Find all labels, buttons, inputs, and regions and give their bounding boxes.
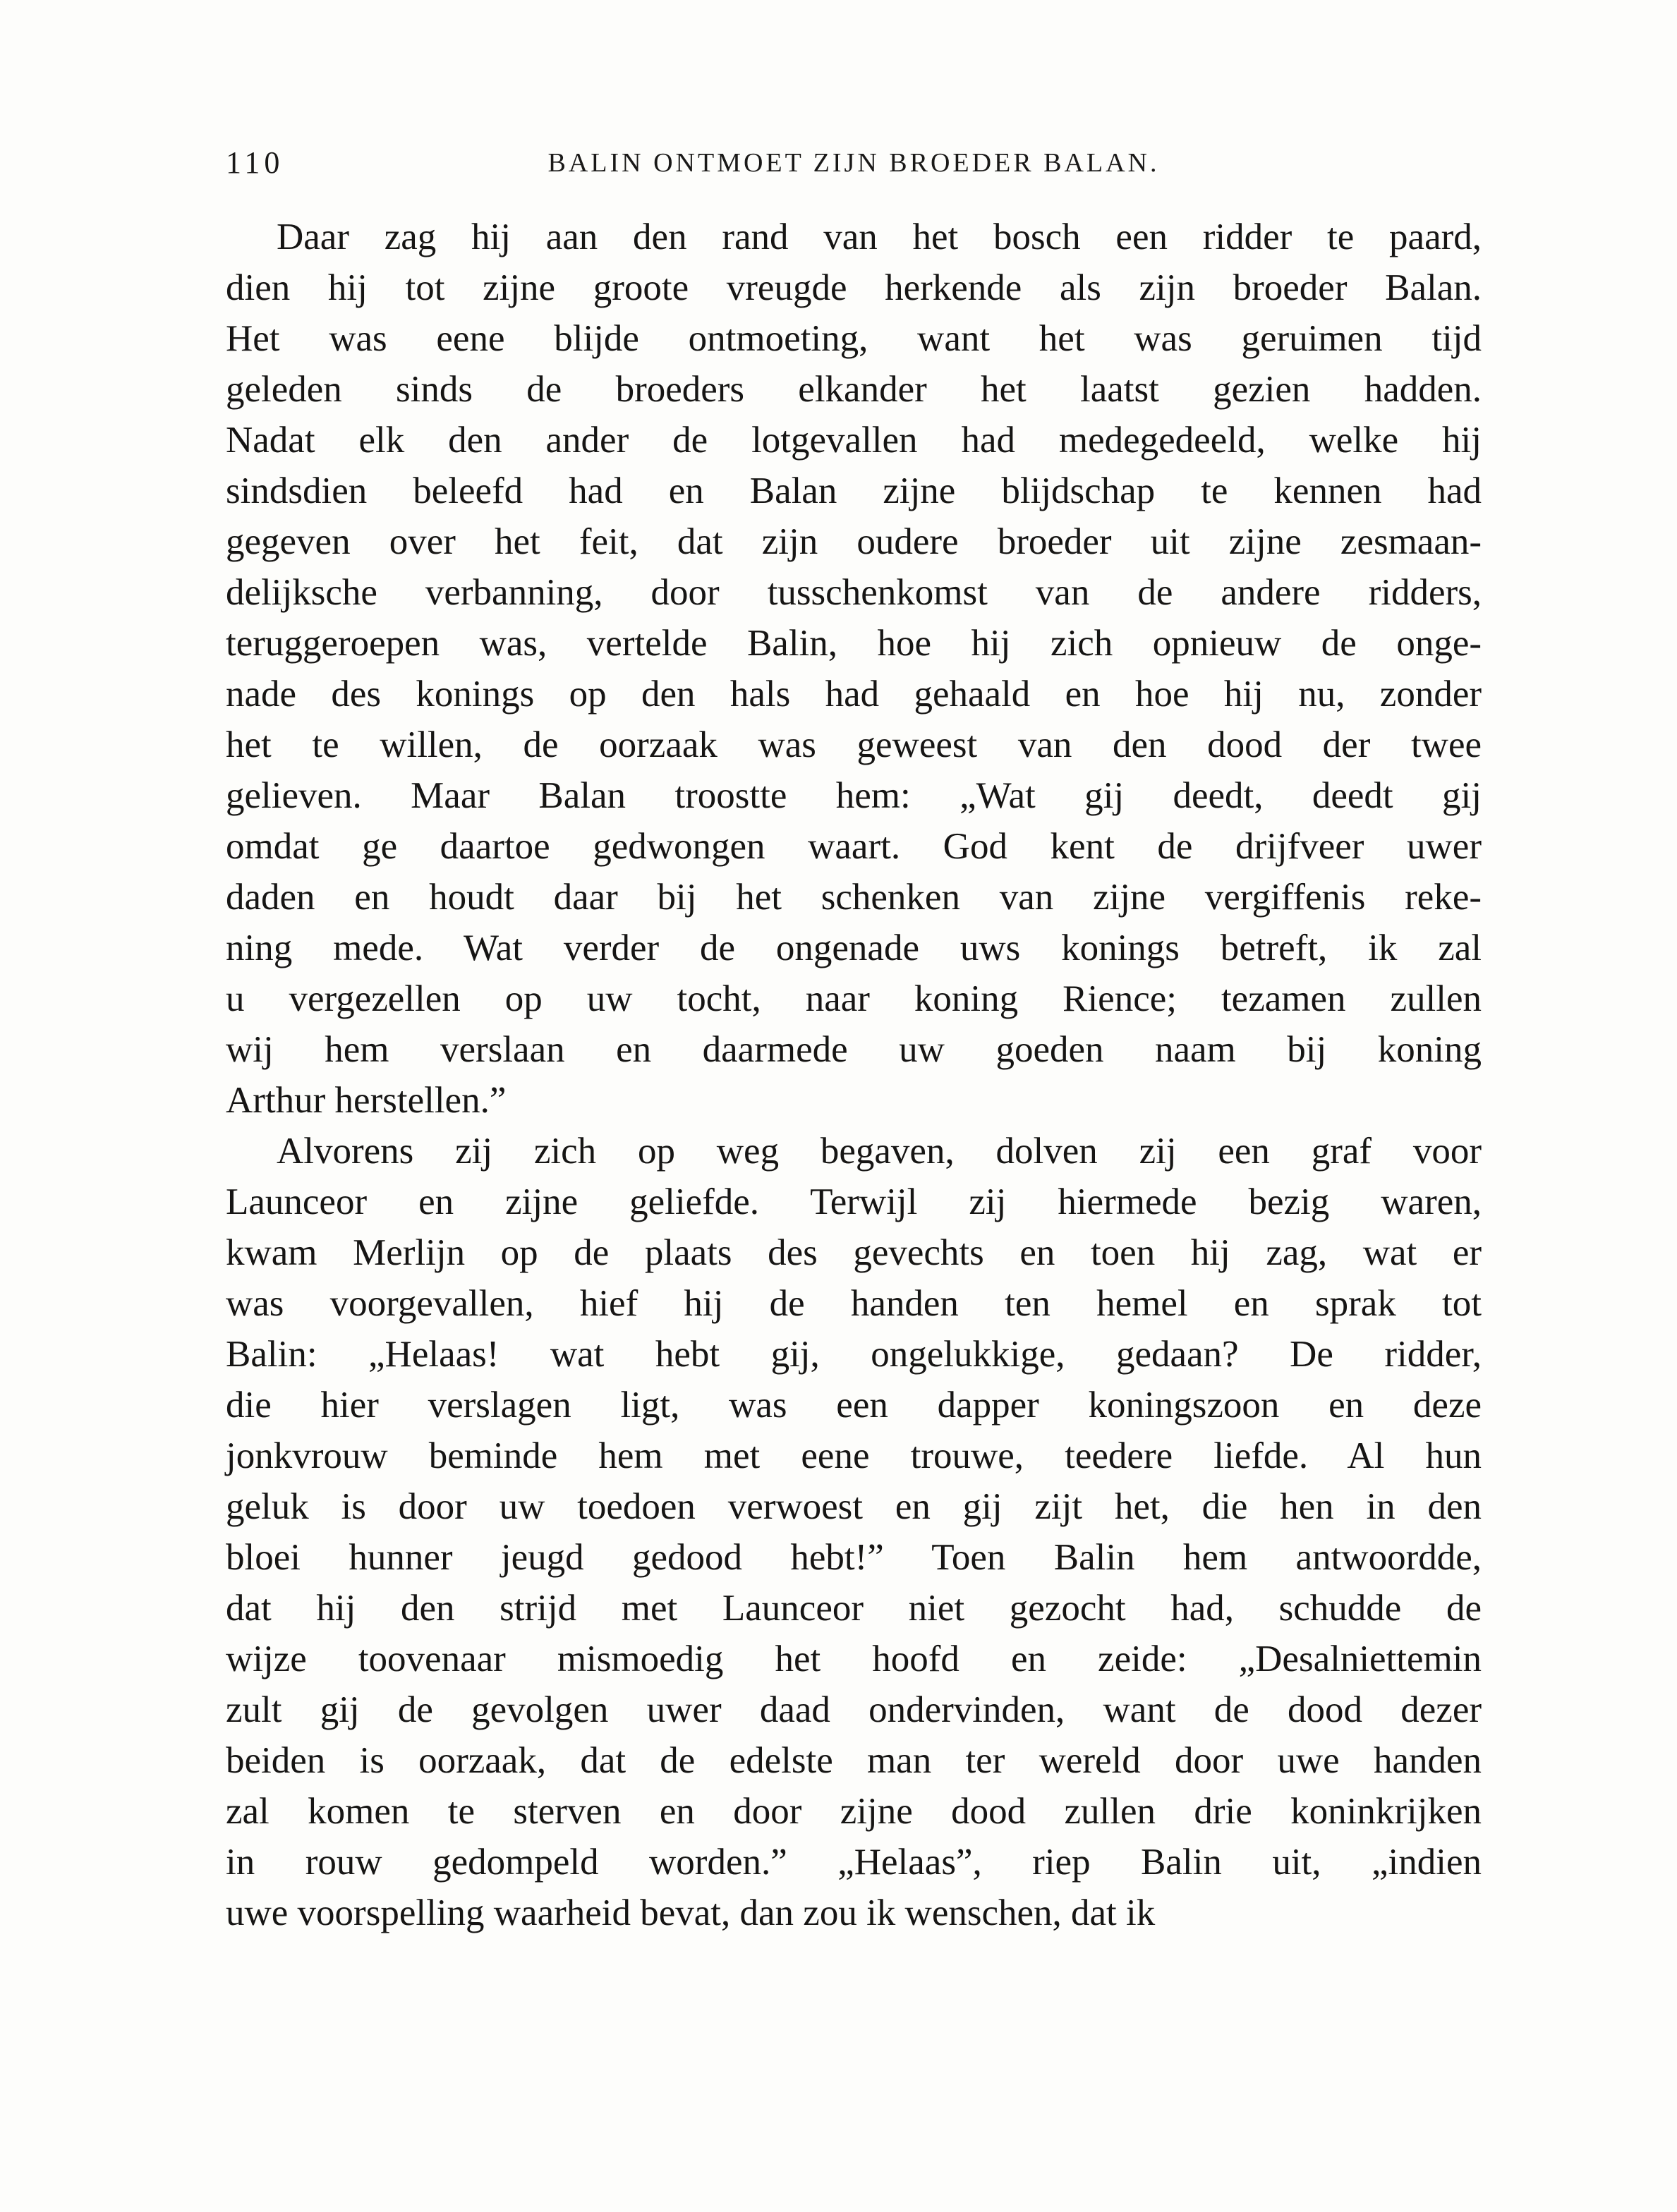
text-line: geleden sinds de broeders elkander het laatst gezien hadden.	[226, 369, 1482, 410]
text-line: wij hem verslaan en daarmede uw goeden naam bij koning	[226, 1029, 1482, 1070]
running-title: BALIN ONTMOET ZIJN BROEDER BALAN.	[547, 148, 1160, 178]
text-line: nade des konings op den hals had gehaald en hoe hij nu, zonder	[226, 674, 1482, 715]
text-line: omdat ge daartoe gedwongen waart. God kent de drijfveer uwer	[226, 826, 1482, 867]
text-line: in rouw gedompeld worden.” „Helaas”, riep Balin uit, „indien	[226, 1842, 1482, 1883]
text-line: Nadat elk den ander de lotgevallen had medegedeeld, welke hij	[226, 420, 1482, 461]
text-line: Launceor en zijne geliefde. Terwijl zij hiermede bezig waren,	[226, 1181, 1482, 1222]
text-line: was voorgevallen, hief hij de handen ten hemel en sprak tot	[226, 1283, 1482, 1324]
text-line: gelieven. Maar Balan troostte hem: „Wat gij deedt, deedt gij	[226, 775, 1482, 816]
text-block	[226, 212, 1482, 1938]
text-line: uwe voorspelling waarheid bevat, dan zou ik wenschen, dat ik	[226, 1892, 1156, 1933]
text-line: gegeven over het feit, dat zijn oudere broeder uit zijne zesmaan-	[226, 521, 1482, 562]
text-line: kwam Merlijn op de plaats des gevechts en toen hij zag, wat er	[226, 1232, 1482, 1273]
text-line: dat hij den strijd met Launceor niet gezocht had, schudde de	[226, 1588, 1482, 1629]
text-line: jonkvrouw beminde hem met eene trouwe, teedere liefde. Al hun	[226, 1435, 1482, 1476]
paragraph	[226, 212, 1482, 1126]
text-line: daden en houdt daar bij het schenken van zijne vergiffenis reke-	[226, 877, 1482, 918]
page-number: 110	[226, 145, 284, 180]
text-line: zult gij de gevolgen uwer daad ondervinden, want de dood dezer	[226, 1689, 1482, 1730]
text-line: geluk is door uw toedoen verwoest en gij zijt het, die hen in den	[226, 1486, 1482, 1527]
paragraph	[226, 1126, 1482, 1938]
text-line: zal komen te sterven en door zijne dood zullen drie koninkrijken	[226, 1791, 1482, 1832]
text-line: teruggeroepen was, vertelde Balin, hoe hij zich opnieuw de onge-	[226, 623, 1482, 664]
text-line: delijksche verbanning, door tusschenkomst van de andere ridders,	[226, 572, 1482, 613]
text-line: beiden is oorzaak, dat de edelste man ter wereld door uwe handen	[226, 1740, 1482, 1781]
text-line: Arthur herstellen.”	[226, 1080, 507, 1121]
text-line: Balin: „Helaas! wat hebt gij, ongelukkige, gedaan? De ridder,	[226, 1334, 1482, 1375]
text-line: die hier verslagen ligt, was een dapper koningszoon en deze	[226, 1385, 1482, 1426]
text-line: sindsdien beleefd had en Balan zijne blijdschap te kennen had	[226, 470, 1482, 511]
text-line: ning mede. Wat verder de ongenade uws konings betreft, ik zal	[226, 928, 1482, 968]
text-line: bloei hunner jeugd gedood hebt!” Toen Balin hem antwoordde,	[226, 1537, 1482, 1578]
text-line: wijze toovenaar mismoedig het hoofd en zeide: „Desalniettemin	[226, 1639, 1482, 1679]
text-line: dien hij tot zijne groote vreugde herkende als zijn broeder Balan.	[226, 267, 1482, 308]
text-line: u vergezellen op uw tocht, naar koning Rience; tezamen zullen	[226, 978, 1482, 1019]
text-line: Alvorens zij zich op weg begaven, dolven zij een graf voor	[277, 1131, 1482, 1172]
text-line: het te willen, de oorzaak was geweest van den dood der twee	[226, 724, 1482, 765]
text-line: Het was eene blijde ontmoeting, want het was geruimen tijd	[226, 318, 1482, 359]
page-header	[226, 145, 1482, 187]
text-line: Daar zag hij aan den rand van het bosch een ridder te paard,	[277, 217, 1482, 257]
